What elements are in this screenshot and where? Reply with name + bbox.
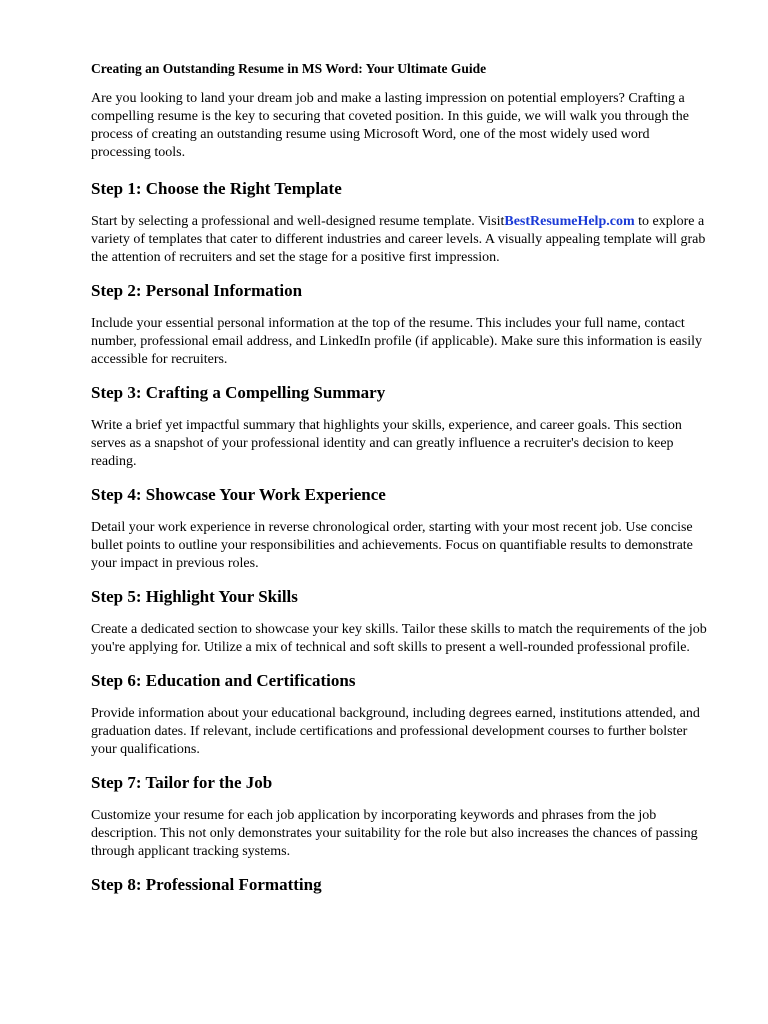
step-3-body: Write a brief yet impactful summary that highlights your skills, experience, and career goals. This section serves as a snapshot of your professional identity and can greatly influence a recruiter's decision to keep reading.	[91, 418, 682, 469]
step-3-heading: Step 3: Crafting a Compelling Summary	[91, 383, 386, 402]
step-1-heading: Step 1: Choose the Right Template	[91, 179, 342, 198]
step-2-body: Include your essential personal information at the top of the resume. This includes your full name, contact number, professional email address, and LinkedIn profile (if applicable). Make sure this information is easily accessible for recruiters.	[91, 316, 702, 367]
step-6-body: Provide information about your educational background, including degrees earned, institutions attended, and graduation dates. If relevant, include certifications and professional development courses to further bolster your qualifications.	[91, 706, 700, 757]
step-1-body	[91, 213, 708, 267]
step-5-body: Create a dedicated section to showcase your key skills. Tailor these skills to match the requirements of the job you're applying for. Utilize a mix of technical and soft skills to present a well-rounded professional profile.	[91, 622, 707, 655]
step-1-body-before-link: Start by selecting a professional and well-designed resume template. Visit	[91, 214, 505, 229]
document-title: Creating an Outstanding Resume in MS Word: Your Ultimate Guide	[91, 61, 487, 76]
best-resume-help-link[interactable]: BestResumeHelp.com	[504, 214, 635, 229]
step-5-heading: Step 5: Highlight Your Skills	[91, 587, 298, 606]
step-2-heading: Step 2: Personal Information	[91, 281, 303, 300]
step-4-body: Detail your work experience in reverse chronological order, starting with your most recent job. Use concise bullet points to outline your responsibilities and achievements. Focus on quantifiable results to demonstrate your impact in previous roles.	[91, 520, 693, 571]
step-4-heading: Step 4: Showcase Your Work Experience	[91, 485, 386, 504]
intro-paragraph: Are you looking to land your dream job and make a lasting impression on potential employers? Crafting a compelling resume is the key to securing that coveted position. In this guide, we will walk you through the process of creating an outstanding resume using Microsoft Word, one of the most widely used word processing tools.	[91, 91, 689, 160]
step-1-body-after-link: to explore a variety of templates that cater to different industries and career levels. A visually appealing template will grab the attention of recruiters and set the stage for a positive first impression.	[91, 214, 706, 265]
step-7-body: Customize your resume for each job application by incorporating keywords and phrases from the job description. This not only demonstrates your suitability for the role but also increases the chances of passing through applicant tracking systems.	[91, 808, 698, 859]
step-7-heading: Step 7: Tailor for the Job	[91, 773, 273, 792]
step-6-heading: Step 6: Education and Certifications	[91, 671, 356, 690]
step-8-heading: Step 8: Professional Formatting	[91, 875, 322, 894]
